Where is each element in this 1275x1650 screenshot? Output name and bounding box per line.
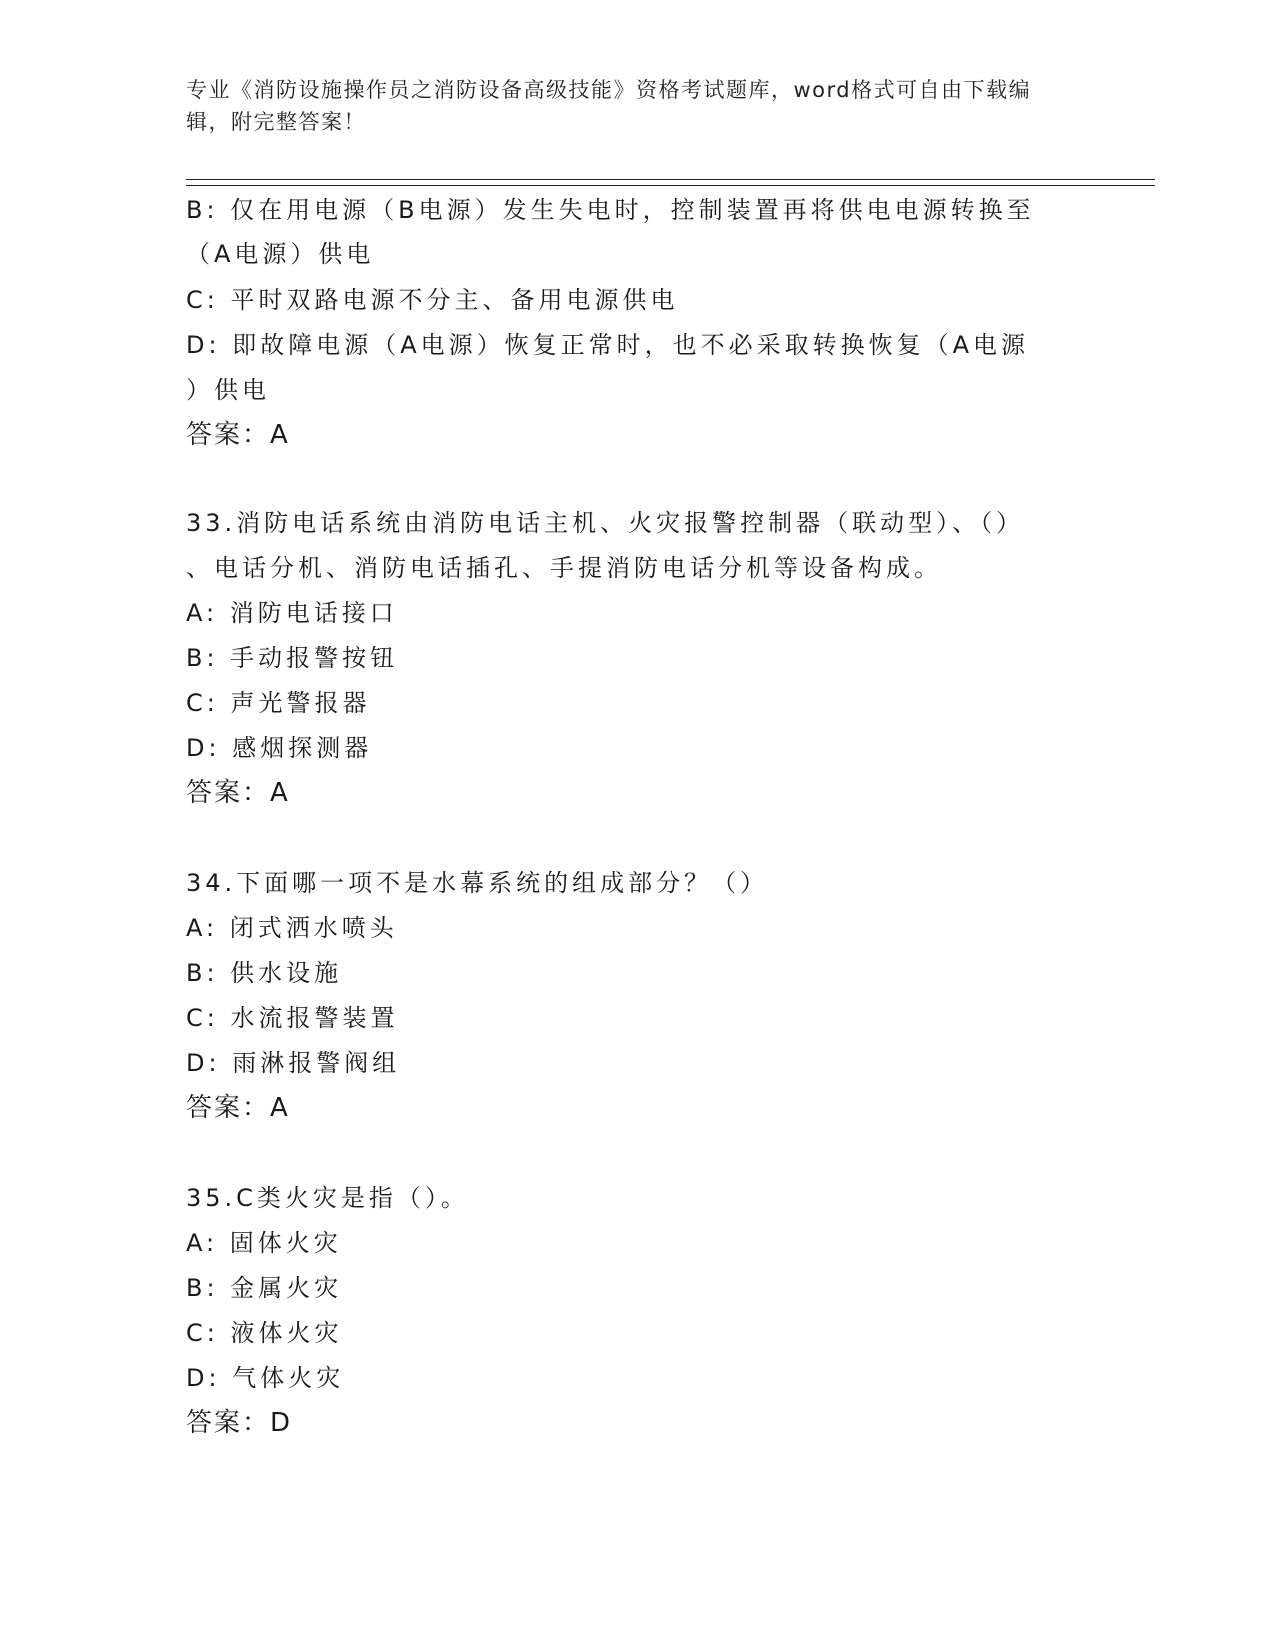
header-rule-bottom: [186, 185, 1155, 186]
q35-answer: 答案：D: [186, 1408, 293, 1438]
q33-answer: 答案：A: [186, 778, 290, 808]
prev-answer: 答案：A: [186, 420, 290, 450]
q34-option-b: B: 供水设施: [186, 959, 343, 987]
page-header: 专业《消防设施操作员之消防设备高级技能》资格考试题库，word格式可自由下载编辑，附完整答案！: [186, 78, 1032, 134]
q33-option-a: A: 消防电话接口: [186, 599, 398, 627]
q34-option-c: C: 水流报警装置: [186, 1004, 399, 1032]
prev-option-b-line1: B: 仅在用电源（B电源）发生失电时，控制装置再将供电电源转换至: [186, 196, 1035, 224]
q34-option-d: D: 雨淋报警阀组: [186, 1049, 401, 1077]
q34-answer: 答案：A: [186, 1093, 290, 1123]
q35-option-c: C: 液体火灾: [186, 1319, 343, 1347]
q35-option-b: B: 金属火灾: [186, 1274, 343, 1302]
prev-option-d-line2: ）供电: [186, 376, 270, 404]
q33-stem-line1: 33.消防电话系统由消防电话主机、火灾报警控制器（联动型）、（）: [186, 509, 1025, 537]
q33-option-b: B: 手动报警按钮: [186, 644, 399, 672]
q35-option-a: A: 固体火灾: [186, 1229, 342, 1257]
q33-option-d: D: 感烟探测器: [186, 734, 373, 762]
q33-option-c: C: 声光警报器: [186, 689, 371, 717]
prev-option-c: C: 平时双路电源不分主、备用电源供电: [186, 286, 679, 314]
prev-option-b-line2: （A电源）供电: [186, 240, 375, 268]
q34-stem: 34.下面哪一项不是水幕系统的组成部分？（）: [186, 869, 769, 897]
q34-option-a: A: 闭式洒水喷头: [186, 914, 398, 942]
q35-stem: 35.C类火灾是指（）。: [186, 1184, 469, 1212]
prev-option-d-line1: D: 即故障电源（A电源）恢复正常时，也不必采取转换恢复（A电源: [186, 331, 1030, 359]
q33-stem-line2: 、电话分机、消防电话插孔、手提消防电话分机等设备构成。: [186, 554, 942, 582]
header-rule-top: [186, 179, 1155, 180]
q35-option-d: D: 气体火灾: [186, 1364, 345, 1392]
